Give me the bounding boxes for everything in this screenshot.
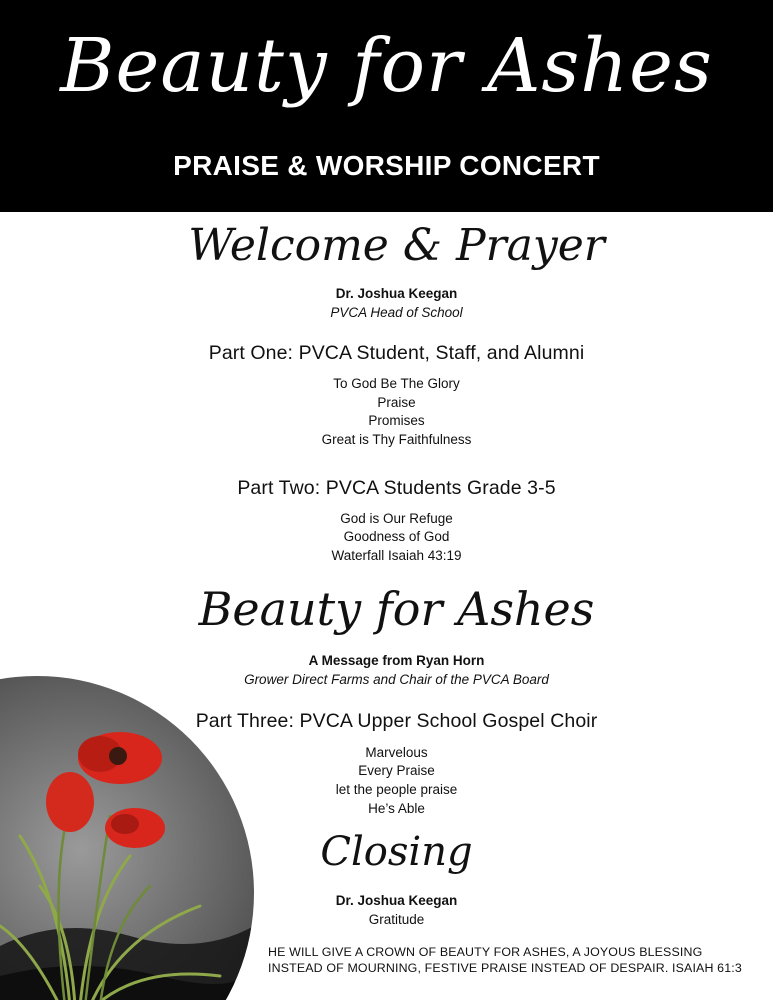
welcome-speaker-role: PVCA Head of School [330,305,463,320]
part-three-song: Marvelous [365,745,428,760]
part-one-song: Promises [368,413,425,428]
closing-heading: Closing [320,829,473,875]
message-speaker: A Message from Ryan Horn [308,653,485,668]
header-subtitle: PRAISE & WORSHIP CONCERT [173,150,600,181]
welcome-heading: Welcome & Prayer [188,220,605,271]
header-banner [0,0,773,212]
message-heading: Beauty for Ashes [198,582,595,636]
part-two-song: Waterfall Isaiah 43:19 [331,548,462,563]
part-one-song: Praise [377,395,416,410]
closing-item: Gratitude [368,912,425,927]
part-one-song: Great is Thy Faithfulness [321,432,472,447]
part-three-song: Every Praise [358,763,435,778]
part-two-song: God is Our Refuge [340,511,453,526]
closing-speaker: Dr. Joshua Keegan [335,893,458,908]
message-speaker-role: Grower Direct Farms and Chair of the PVCA Board [244,672,549,687]
scripture-verse [268,944,768,976]
part-three-title: Part Three: PVCA Upper School Gospel Choir [195,710,598,732]
part-two-title: Part Two: PVCA Students Grade 3-5 [237,477,556,499]
part-one-title: Part One: PVCA Student, Staff, and Alumni [208,342,585,364]
verse-line: HE WILL GIVE A CROWN OF BEAUTY FOR ASHES, A JOYOUS BLESSING [268,945,703,959]
part-three-song: let the people praise [335,782,458,797]
part-two-song: Goodness of God [343,529,450,544]
welcome-speaker: Dr. Joshua Keegan [335,286,458,301]
part-one-song: To God Be The Glory [333,376,460,391]
part-three-song: He’s Able [368,801,425,816]
verse-line: INSTEAD OF MOURNING, FESTIVE PRAISE INSTEAD OF DESPAIR. ISAIAH 61:3 [268,961,742,975]
header-script-title: Beauty for Ashes [60,23,713,109]
